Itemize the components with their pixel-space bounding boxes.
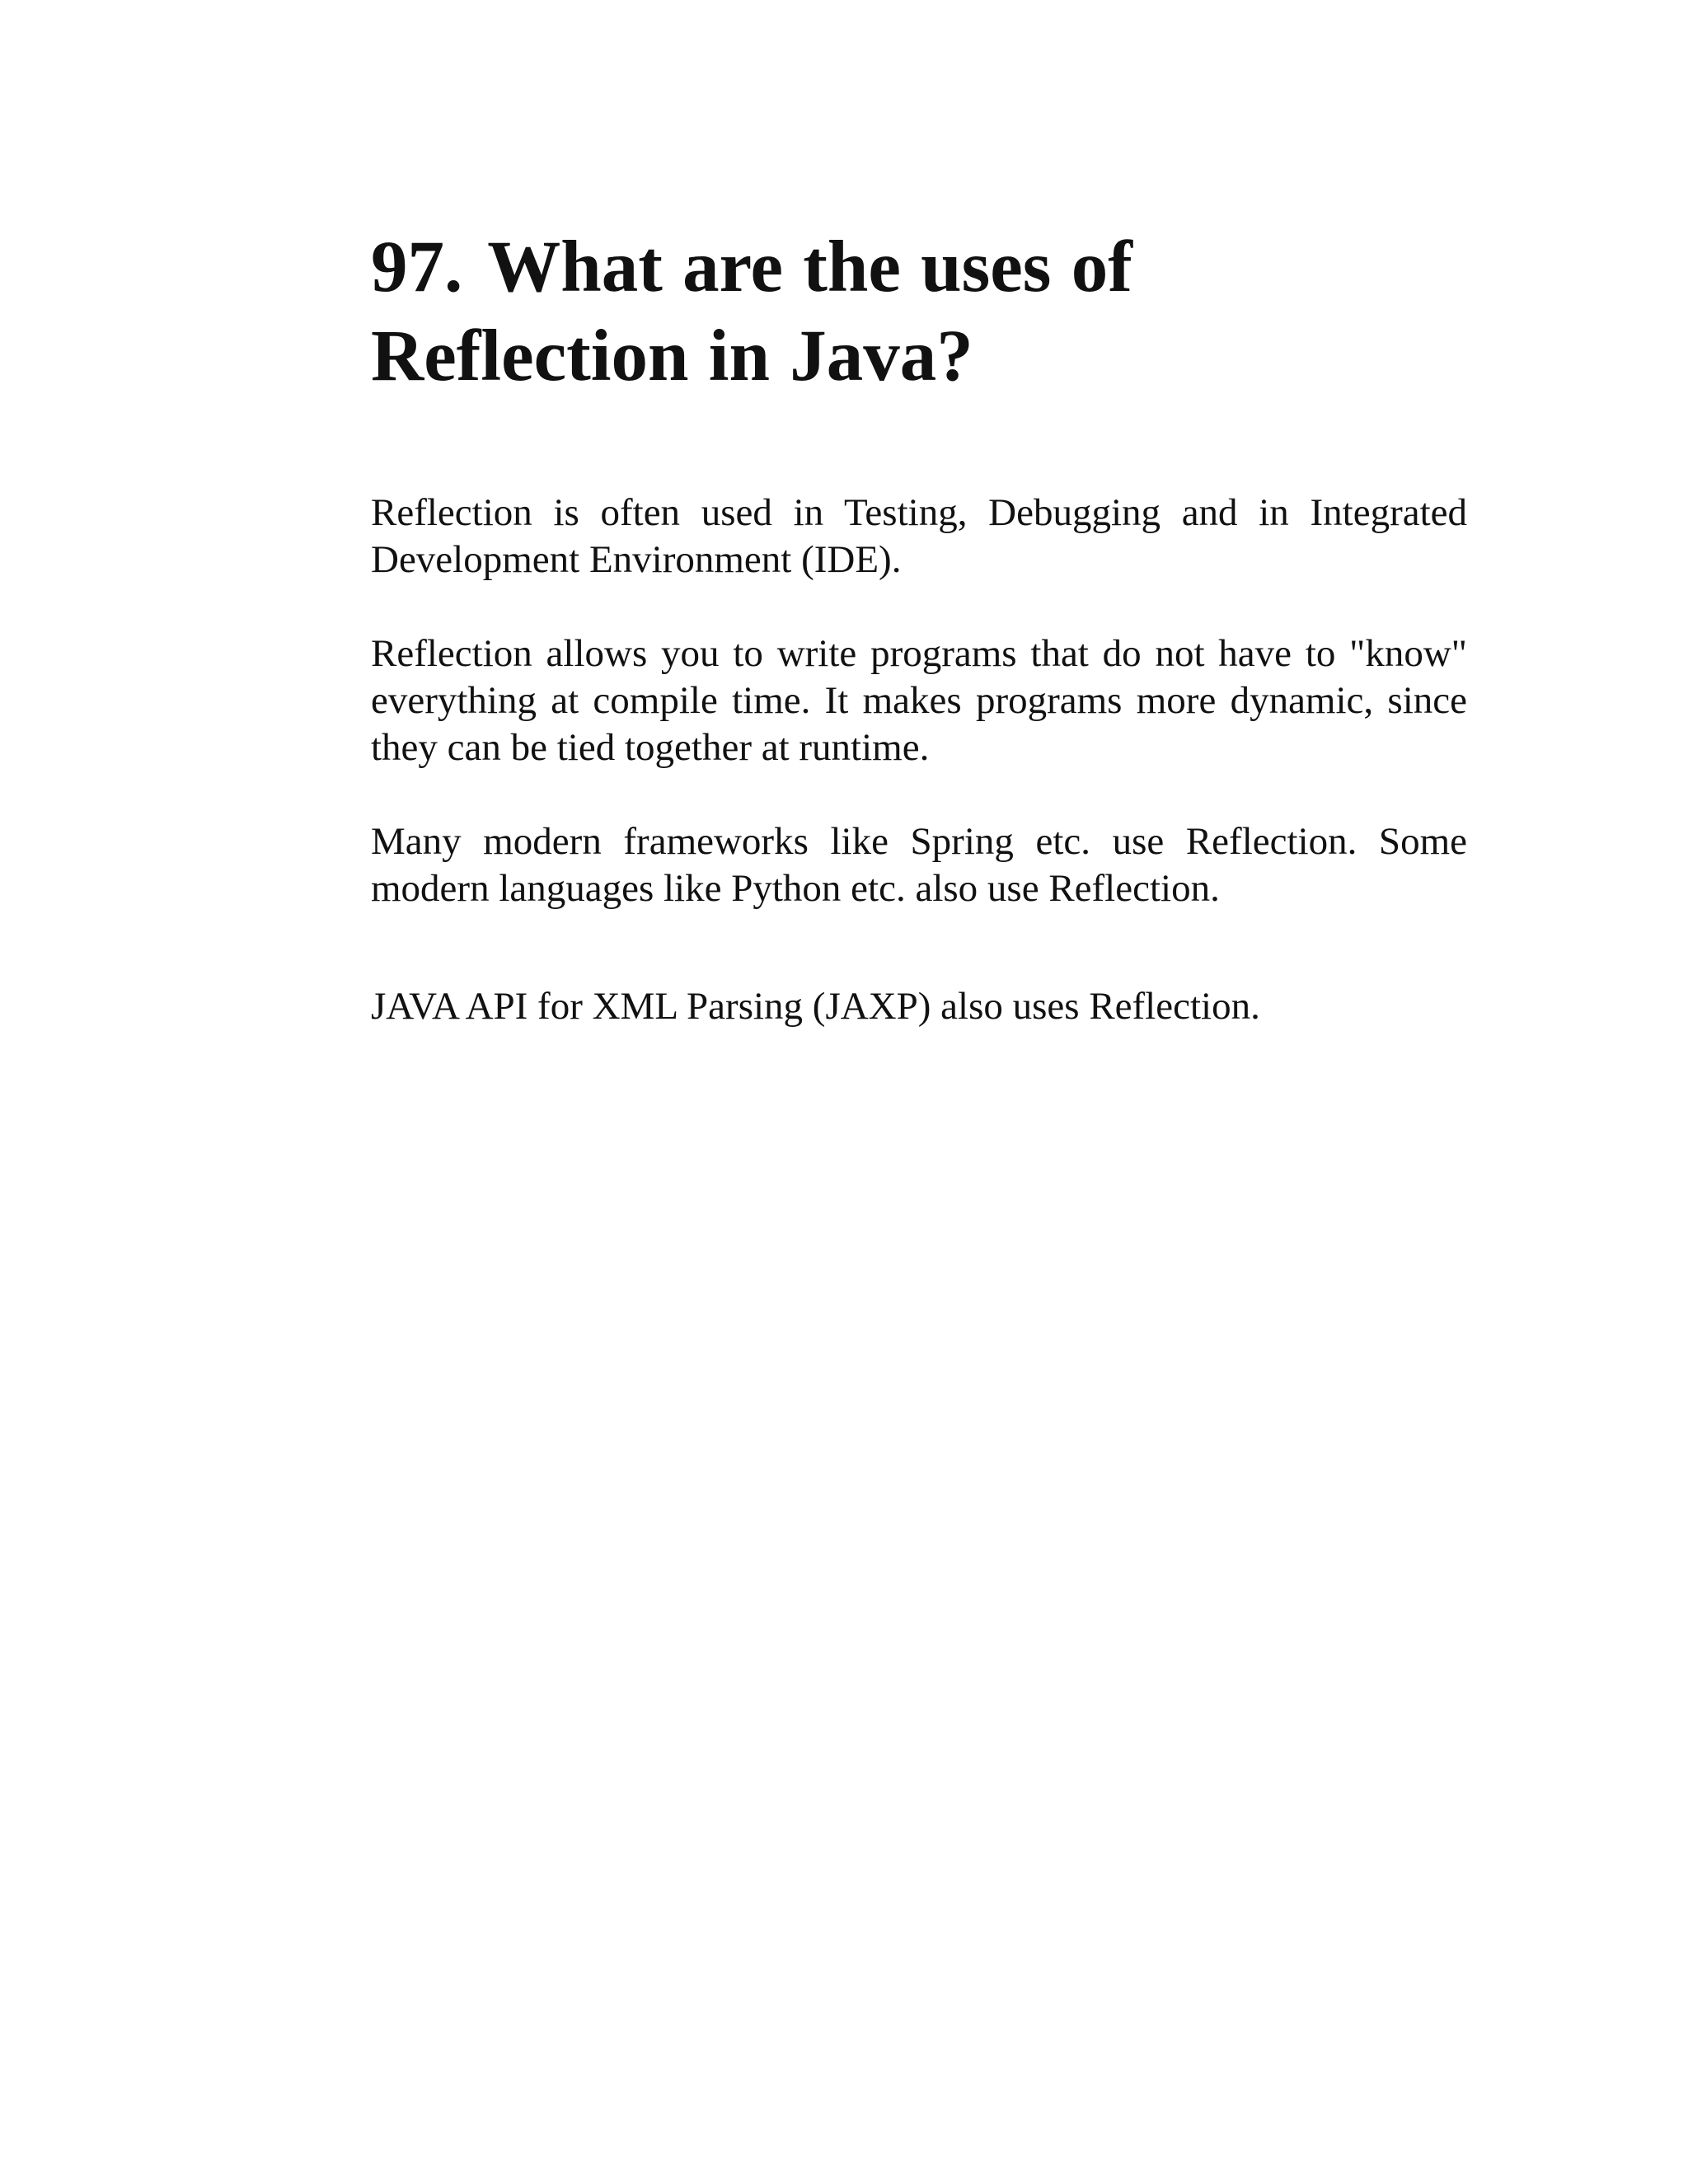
page-content bbox=[371, 223, 1467, 1030]
question-heading bbox=[371, 223, 1467, 401]
paragraph-jaxp: JAVA API for XML Parsing (JAXP) also uses Reflection. bbox=[371, 985, 1260, 1028]
paragraph-testing-debugging: Reflection is often used in Testing, Debugging and in Integrated Development Environment (IDE). bbox=[371, 491, 1467, 581]
question-number: 97. bbox=[371, 227, 463, 307]
paragraph-dynamic-programs: Reflection allows you to write programs that do not have to "know" everything at compile time. It makes programs more dynamic, since they can be tied together at runtime. bbox=[371, 632, 1467, 769]
paragraph-frameworks: Many modern frameworks like Spring etc. use Reflection. Some modern languages like Python etc. also use Reflection. bbox=[371, 820, 1467, 910]
question-title: What are the uses of Reflection in Java? bbox=[371, 227, 1132, 396]
